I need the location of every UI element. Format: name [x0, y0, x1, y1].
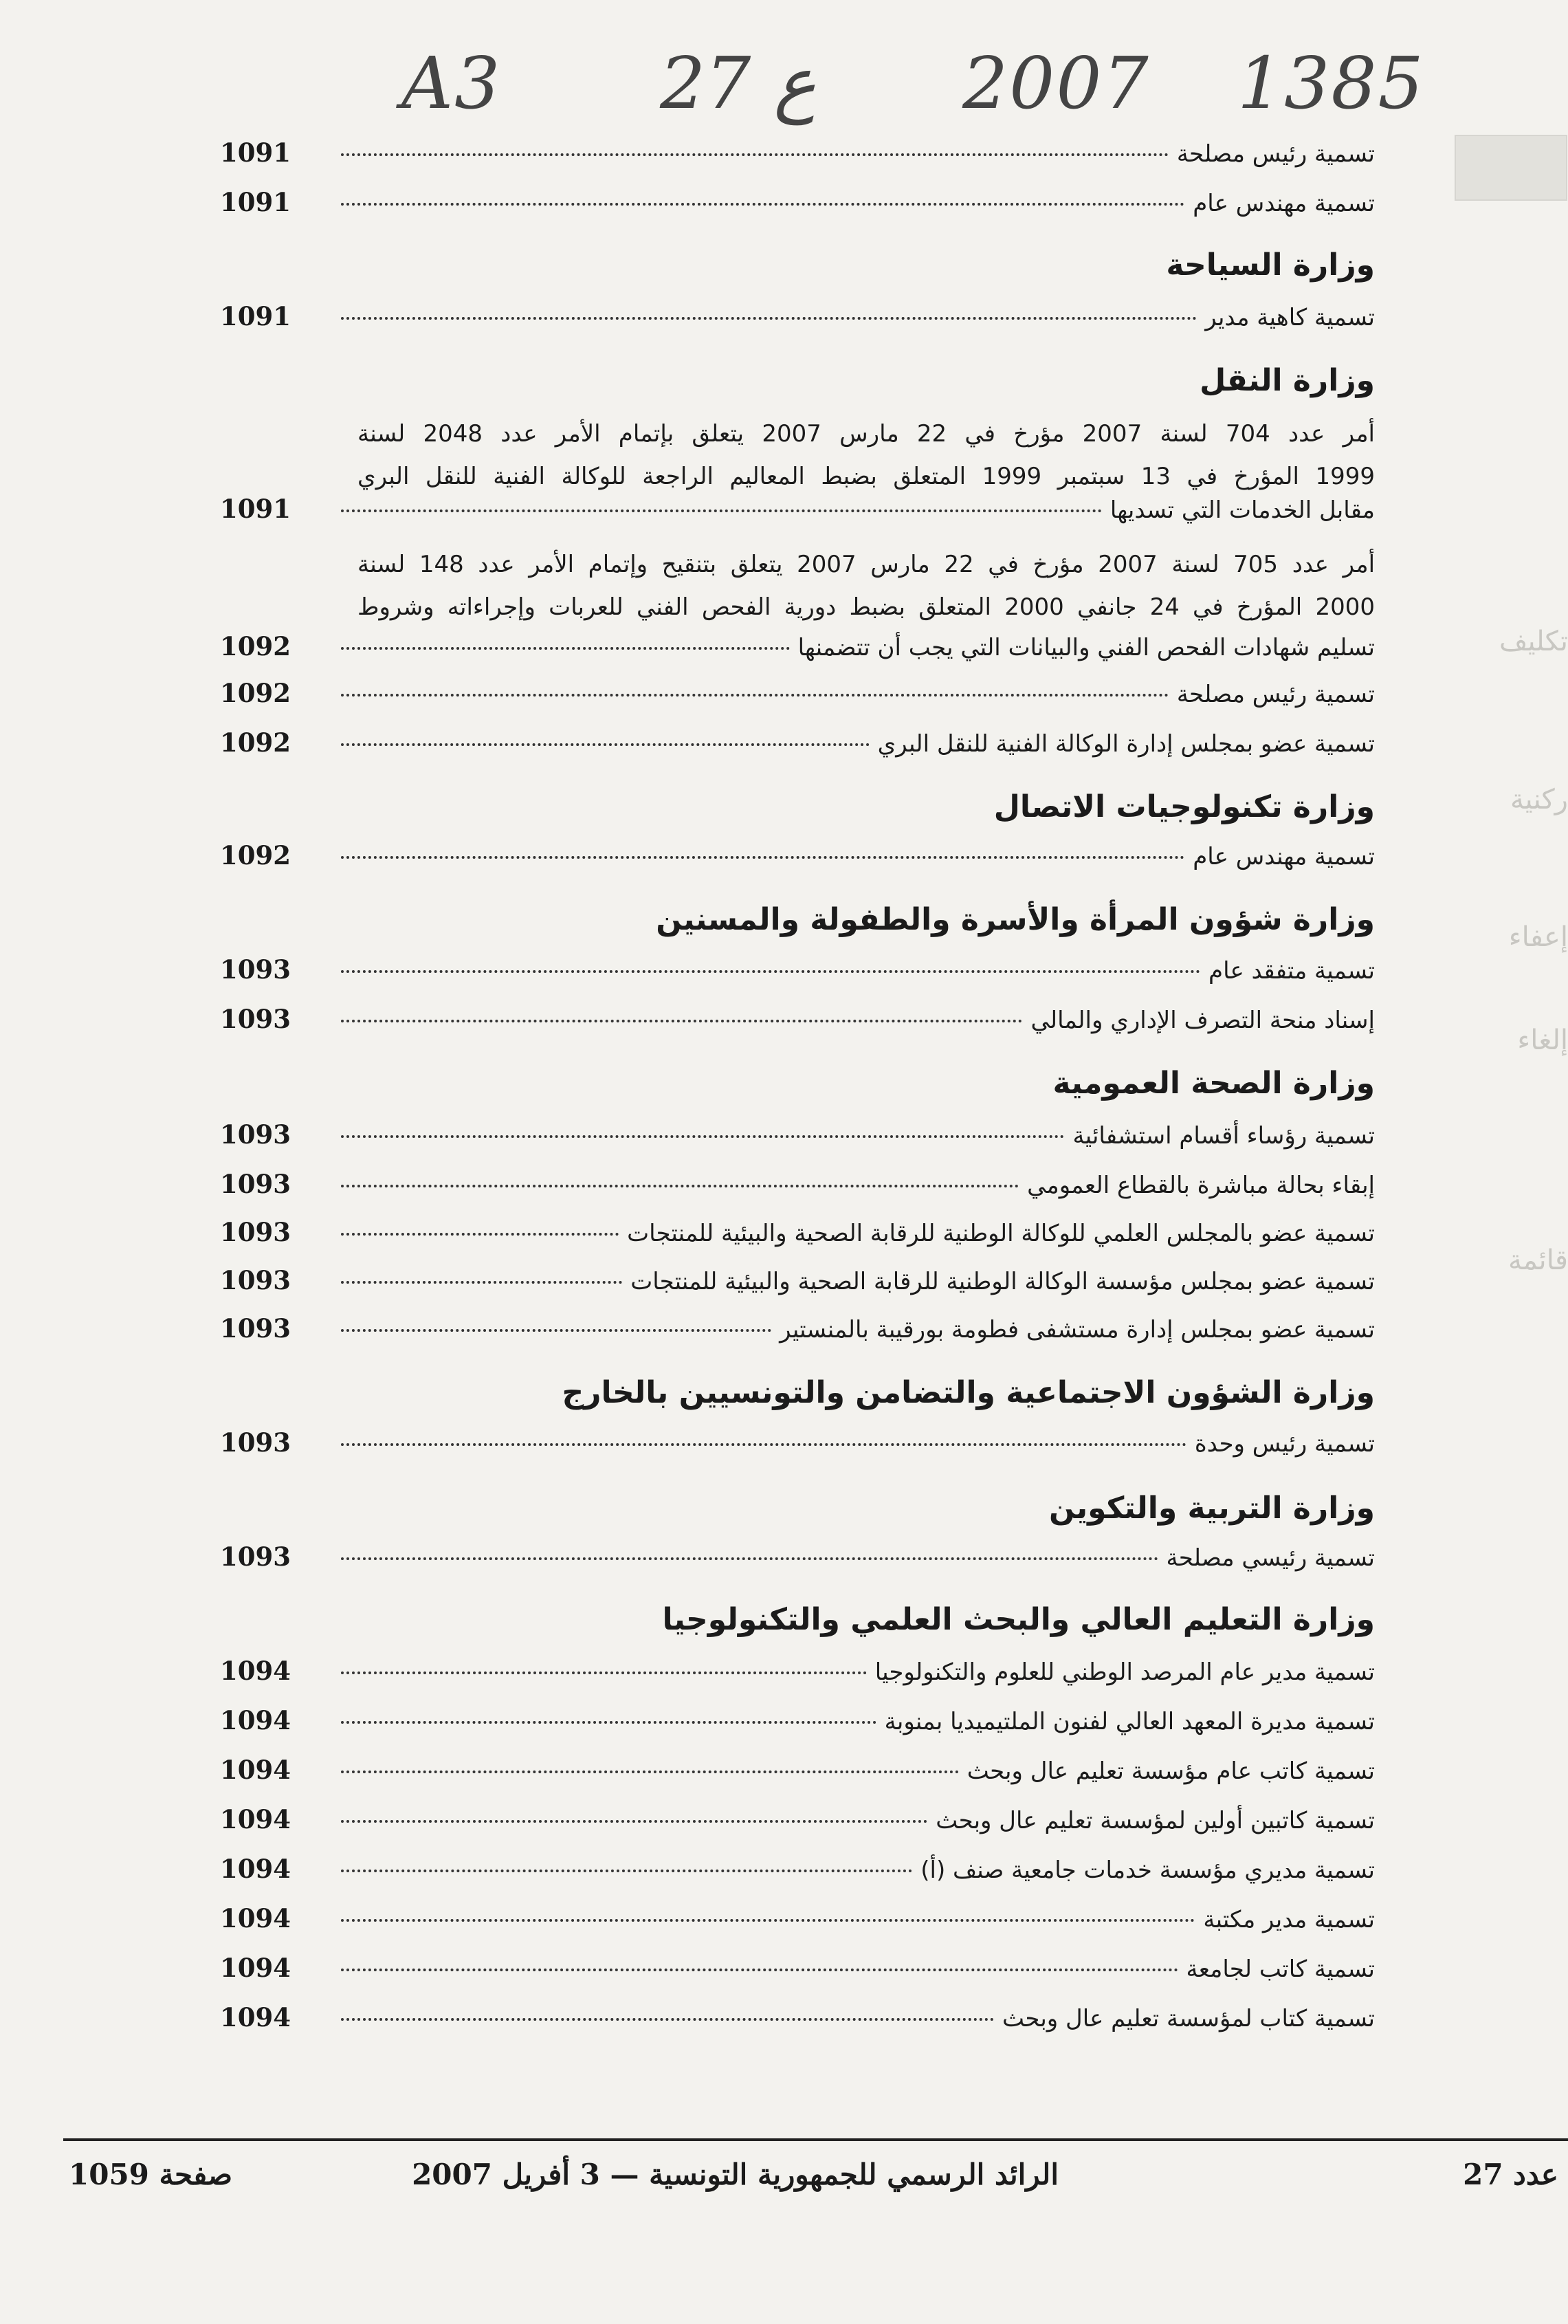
leader-dots [341, 1870, 912, 1872]
bleed-through-fragment: قائمة [1508, 1245, 1568, 1276]
leader-dots [341, 203, 1184, 206]
handwritten-note: A3 [401, 41, 502, 125]
toc-entry[interactable]: تسمية عضو بمجلس إدارة مستشفى فطومة بورقيبة بالمنستير 1093 [220, 1313, 1375, 1344]
bleed-through-fragment: إلغاء [1517, 1024, 1568, 1056]
toc-entry[interactable]: تسمية رئيسي مصلحة 1093 [220, 1542, 1375, 1572]
ministry-heading: وزارة شؤون المرأة والأسرة والطفولة والمسنين [656, 902, 1375, 937]
leader-dots [341, 856, 1184, 859]
leader-dots [341, 1919, 1195, 1922]
leader-dots [341, 1443, 1186, 1446]
page-number: 1093 [220, 1313, 291, 1344]
decree-line: أمر عدد 704 لسنة 2007 مؤرخ في 22 مارس 2007 يتعلق بإتمام الأمر عدد 2048 لسنة [357, 420, 1375, 448]
toc-entry[interactable]: تسمية كاتب لجامعة 1094 [220, 1953, 1375, 1983]
toc-entry[interactable]: تسمية مديرة المعهد العالي لفنون الملتيميديا بمنوبة 1094 [220, 1705, 1375, 1735]
ministry-heading: وزارة تكنولوجيات الاتصال [993, 789, 1375, 824]
ministry-heading: وزارة النقل [1200, 363, 1375, 398]
leader-dots [341, 1020, 1022, 1022]
toc-entry[interactable]: تسمية عضو بمجلس إدارة الوكالة الفنية للنقل البري 1092 [220, 727, 1375, 758]
leader-dots [341, 647, 790, 650]
ministry-heading: وزارة الشؤون الاجتماعية والتضامن والتونسيين بالخارج [562, 1375, 1375, 1410]
leader-dots [341, 153, 1169, 156]
toc-entry[interactable]: تسمية مدير مكتبة 1094 [220, 1903, 1375, 1933]
toc-entry[interactable]: تسمية رئيس مصلحة 1092 [220, 678, 1375, 708]
page-number: 1092 [220, 727, 291, 758]
toc-entry[interactable]: تسمية رئيس مصلحة 1091 [220, 138, 1375, 168]
leader-dots [341, 1969, 1178, 1971]
page-number: 1093 [220, 1004, 291, 1034]
handwritten-note: 1385 [1237, 41, 1425, 125]
footer-page-number: صفحة 1059 [69, 2158, 233, 2191]
page-number: 1094 [220, 1854, 291, 1884]
leader-dots [341, 1557, 1158, 1560]
toc-entry[interactable]: تسمية مهندس عام 1091 [220, 187, 1375, 217]
page-number: 1091 [220, 301, 291, 331]
toc-entry[interactable]: تسمية مهندس عام 1092 [220, 840, 1375, 870]
page-number: 1091 [220, 187, 291, 217]
leader-dots [341, 1233, 619, 1236]
page-number: 1094 [220, 1755, 291, 1785]
decree-line: أمر عدد 705 لسنة 2007 مؤرخ في 22 مارس 2007 يتعلق بتنقيح وإتمام الأمر عدد 148 لسنة [357, 551, 1376, 578]
leader-dots [341, 694, 1169, 697]
toc-entry[interactable]: تسمية كاتبين أولين لمؤسسة تعليم عال وبحث 1094 [220, 1804, 1375, 1834]
handwritten-note: 27 ع [660, 41, 817, 125]
leader-dots [341, 317, 1197, 320]
decree-line: 1999 المؤرخ في 13 سبتمبر 1999 المتعلق بضبط المعاليم الراجعة للوكالة الفنية للنقل البري [357, 463, 1375, 490]
toc-entry[interactable]: تسمية كاهية مدير 1091 [220, 301, 1375, 331]
toc-entry[interactable]: تسمية رئيس وحدة 1093 [220, 1427, 1375, 1458]
leader-dots [341, 509, 1102, 512]
ministry-heading: وزارة التعليم العالي والبحث العلمي والتكنولوجيا [662, 1602, 1375, 1637]
ministry-heading: وزارة الصحة العمومية [1052, 1066, 1375, 1101]
toc-decree-entry[interactable] [220, 413, 1375, 498]
leader-dots [341, 970, 1200, 973]
leader-dots [341, 1329, 771, 1332]
toc-decree-entry[interactable] [220, 543, 1375, 628]
toc-entry[interactable]: تسمية كاتب عام مؤسسة تعليم عال وبحث 1094 [220, 1755, 1375, 1785]
toc-entry[interactable]: تسمية رؤساء أقسام استشفائية 1093 [220, 1119, 1375, 1150]
page-number: 1091 [220, 138, 291, 168]
page-number: 1094 [220, 1656, 291, 1686]
page-number: 1092 [220, 678, 291, 708]
ministry-heading: وزارة التربية والتكوين [1048, 1491, 1375, 1526]
toc-entry[interactable]: تسمية عضو بمجلس مؤسسة الوكالة الوطنية للرقابة الصحية والبيئية للمنتجات 1093 [220, 1265, 1375, 1295]
footer-publication-title: الرائد الرسمي للجمهورية التونسية — 3 أفريل 2007 [412, 2158, 1059, 2191]
page-number: 1093 [220, 1119, 291, 1150]
toc-entry[interactable]: تسمية عضو بالمجلس العلمي للوكالة الوطنية للرقابة الصحية والبيئية للمنتجات 1093 [220, 1217, 1375, 1247]
leader-dots [341, 1721, 876, 1724]
page-number: 1092 [220, 631, 291, 661]
bleed-through-fragment: إعفاء [1508, 921, 1568, 953]
bleed-through-fragment: ركنية [1510, 784, 1568, 815]
footer-divider [63, 2138, 1568, 2141]
toc-entry[interactable]: إبقاء بحالة مباشرة بالقطاع العمومي 1093 [220, 1169, 1375, 1199]
bleed-through-fragment: تكليف [1499, 626, 1568, 657]
page-number: 1093 [220, 1217, 291, 1247]
toc-entry[interactable]: مقابل الخدمات التي تسديها 1091 [220, 494, 1375, 524]
page-number: 1094 [220, 2002, 291, 2032]
ministry-heading: وزارة السياحة [1166, 248, 1375, 283]
page-number: 1093 [220, 1169, 291, 1199]
toc-entry[interactable]: تسمية مدير عام المرصد الوطني للعلوم والتكنولوجيا 1094 [220, 1656, 1375, 1686]
leader-dots [341, 743, 870, 746]
leader-dots [341, 1185, 1019, 1187]
leader-dots [341, 2018, 994, 2021]
toc-entry[interactable]: تسمية متفقد عام 1093 [220, 954, 1375, 985]
page-number: 1091 [220, 494, 291, 524]
page-number: 1094 [220, 1953, 291, 1983]
page-number: 1094 [220, 1804, 291, 1834]
leader-dots [341, 1135, 1064, 1138]
bleed-through-box [1455, 135, 1567, 201]
footer-issue-number: عدد 27 [1463, 2158, 1558, 2191]
page-number: 1093 [220, 1427, 291, 1458]
page-number: 1093 [220, 954, 291, 985]
page-number: 1094 [220, 1903, 291, 1933]
toc-entry[interactable]: تسمية مديري مؤسسة خدمات جامعية صنف (أ) 1094 [220, 1854, 1375, 1884]
handwritten-note: 2007 [962, 41, 1150, 125]
leader-dots [341, 1281, 622, 1284]
decree-line: 2000 المؤرخ في 24 جانفي 2000 المتعلق بضبط دورية الفحص الفني للعربات وإجراءاته وشروط [357, 593, 1375, 621]
leader-dots [341, 1771, 959, 1773]
toc-entry[interactable]: إسناد منحة التصرف الإداري والمالي 1093 [220, 1004, 1375, 1034]
leader-dots [341, 1671, 867, 1674]
leader-dots [341, 1820, 927, 1823]
page-number: 1094 [220, 1705, 291, 1735]
page-number: 1093 [220, 1542, 291, 1572]
toc-entry[interactable]: تسمية كتاب لمؤسسة تعليم عال وبحث 1094 [220, 2002, 1375, 2032]
toc-entry[interactable]: تسليم شهادات الفحص الفني والبيانات التي يجب أن تتضمنها 1092 [220, 631, 1375, 661]
page-number: 1093 [220, 1265, 291, 1295]
page-number: 1092 [220, 840, 291, 870]
